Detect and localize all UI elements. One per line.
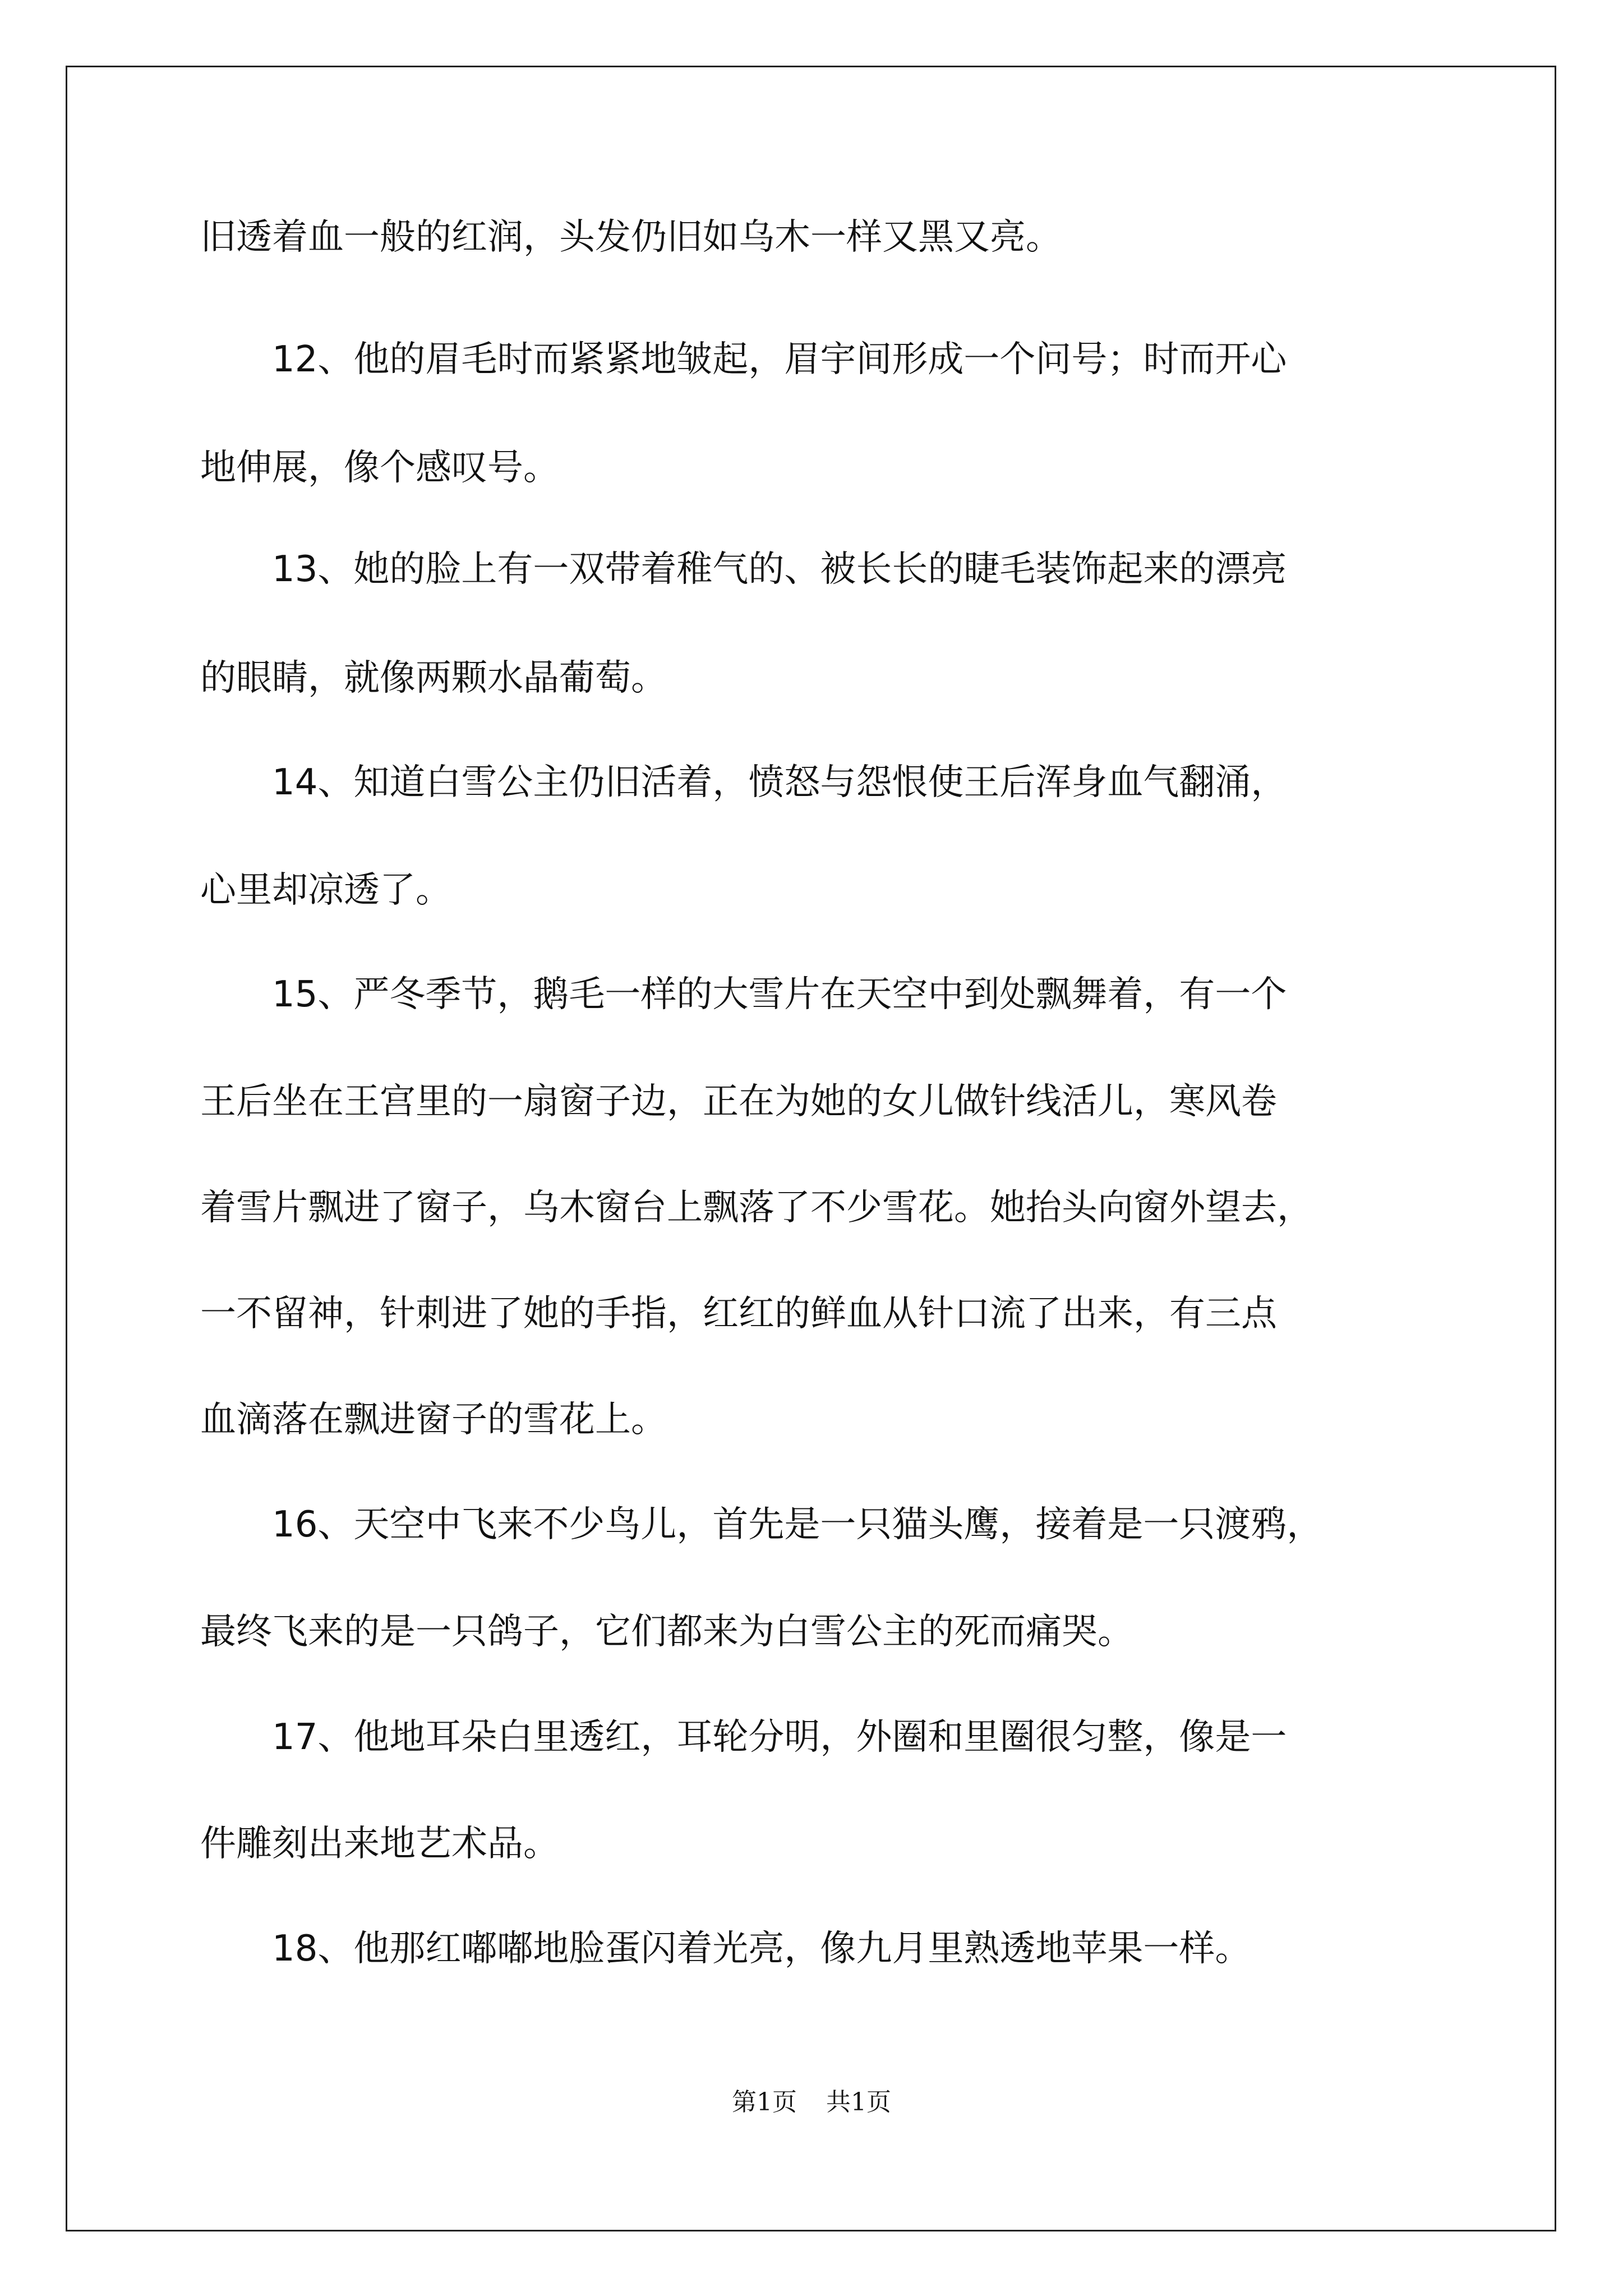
text-line: 旧透着血一般的红润，头发仍旧如乌木一样又黑又亮。 bbox=[200, 217, 1062, 258]
text-line: 件雕刻出来地艺术品。 bbox=[200, 1823, 559, 1865]
text-line: 16、天空中飞来不少鸟儿，首先是一只猫头鹰，接着是一只渡鸦， bbox=[200, 1504, 1323, 1545]
text-line: 王后坐在王宫里的一扇窗子边，正在为她的女儿做针线活儿，寒风卷 bbox=[200, 1081, 1277, 1122]
text-line: 血滴落在飘进窗子的雪花上。 bbox=[200, 1399, 667, 1441]
page-border bbox=[66, 66, 1556, 2231]
text-line: 着雪片飘进了窗子，乌木窗台上飘落了不少雪花。她抬头向窗外望去， bbox=[200, 1187, 1313, 1228]
text-line: 12、他的眉毛时而紧紧地皱起，眉宇间形成一个问号；时而开心 bbox=[200, 339, 1287, 380]
text-line: 地伸展，像个感叹号。 bbox=[200, 447, 559, 489]
text-line: 一不留神，针刺进了她的手指，红红的鲜血从针口流了出来，有三点 bbox=[200, 1293, 1277, 1335]
text-line: 15、严冬季节，鹅毛一样的大雪片在天空中到处飘舞着，有一个 bbox=[200, 974, 1287, 1015]
page-number: 第1页 bbox=[732, 2088, 797, 2116]
text-line: 13、她的脸上有一双带着稚气的、被长长的睫毛装饰起来的漂亮 bbox=[200, 549, 1287, 590]
page-footer bbox=[0, 2090, 1623, 2115]
text-line: 的眼睛，就像两颗水晶葡萄。 bbox=[200, 657, 667, 699]
page-total: 共1页 bbox=[826, 2088, 891, 2116]
text-line: 心里却凉透了。 bbox=[200, 869, 451, 911]
text-line: 14、知道白雪公主仍旧活着，愤怒与怨恨使王后浑身血气翻涌， bbox=[200, 762, 1287, 803]
text-line: 最终飞来的是一只鸽子，它们都来为白雪公主的死而痛哭。 bbox=[200, 1611, 1133, 1653]
text-line: 17、他地耳朵白里透红，耳轮分明，外圈和里圈很匀整，像是一 bbox=[200, 1717, 1287, 1758]
text-line: 18、他那红嘟嘟地脸蛋闪着光亮，像九月里熟透地苹果一样。 bbox=[200, 1928, 1251, 1970]
